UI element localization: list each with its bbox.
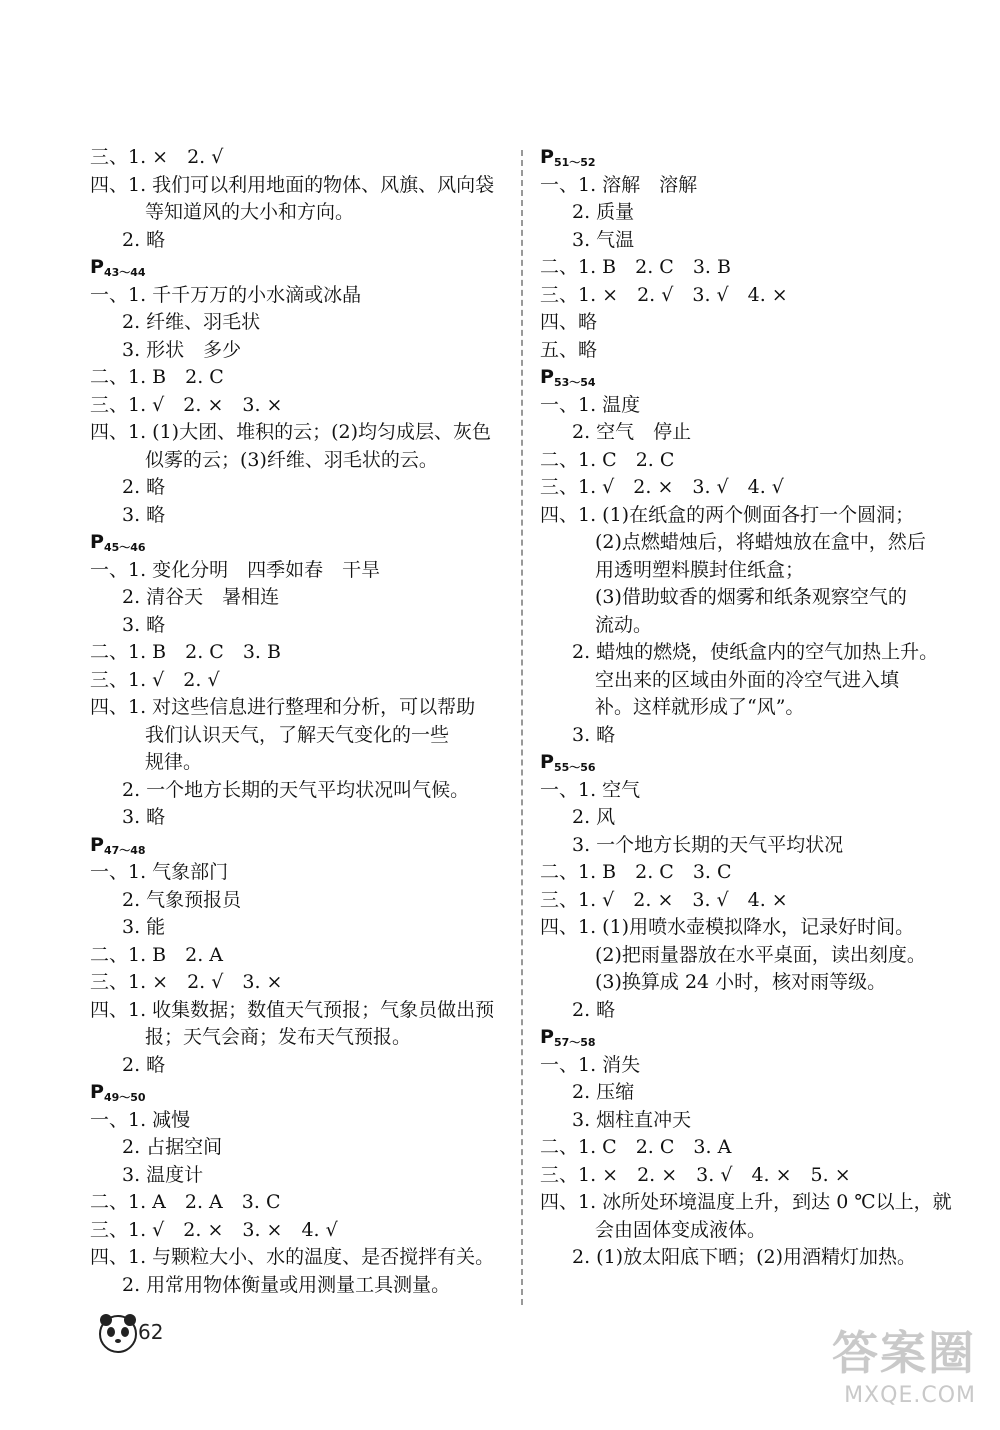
answer-line: 一、1. 空气 <box>540 778 641 801</box>
answer-line: 似雾的云；(3)纤维、羽毛状的云。 <box>145 448 438 471</box>
answer-line: 四、1. 我们可以利用地面的物体、风旗、风向袋 <box>90 173 495 196</box>
answer-line: 3. 烟柱直冲天 <box>572 1108 692 1131</box>
answer-line: 四、1. (1)在纸盒的两个侧面各打一个圆洞； <box>540 503 915 526</box>
answer-line: 四、1. (1)用喷水壶模拟降水，记录好时间。 <box>540 916 915 938</box>
answer-line: 一、1. 变化分明 四季如春 干旱 <box>90 558 381 581</box>
watermark-text: 答案圈 <box>832 1326 976 1380</box>
answer-line: 一、1. 减慢 <box>90 1108 191 1131</box>
answer-line: 3. 能 <box>122 916 166 938</box>
answer-column-left <box>90 144 510 1299</box>
answer-line: 四、1. 对这些信息进行整理和分析，可以帮助 <box>90 696 476 718</box>
page-range-letter: P <box>540 146 554 168</box>
answer-line: 三、1. √ 2. × 3. × 4. √ <box>90 1218 338 1241</box>
answer-line: 一、1. 溶解 溶解 <box>540 173 698 196</box>
answer-line: 用透明塑料膜封住纸盒； <box>595 558 805 581</box>
page-range-numbers: 45～46 <box>103 541 146 554</box>
answer-line: 空出来的区域由外面的冷空气进入填 <box>595 668 900 691</box>
answer-line: 3. 气温 <box>572 228 635 251</box>
answer-line: 五、略 <box>540 338 598 361</box>
panda-mascot-icon <box>96 1312 140 1356</box>
answer-line: 2. 蜡烛的燃烧，使纸盒内的空气加热上升。 <box>572 641 939 663</box>
answer-line: 三、1. × 2. √ 3. × <box>90 971 283 993</box>
answer-line: 等知道风的大小和方向。 <box>145 201 355 223</box>
page-range-letter: P <box>540 366 554 388</box>
page-range-letter: P <box>90 531 104 553</box>
answer-line: 2. 略 <box>572 998 616 1021</box>
page-range-numbers: 51～52 <box>553 156 596 169</box>
answer-line: 报；天气会商；发布天气预报。 <box>145 1026 412 1048</box>
page-range-letter: P <box>540 751 554 773</box>
page-range-letter: P <box>90 256 104 278</box>
page-range-header <box>540 749 960 777</box>
answer-line: 3. 略 <box>122 806 166 828</box>
answer-line: 一、1. 温度 <box>540 393 641 416</box>
answer-line: 二、1. B 2. C 3. C <box>540 861 732 883</box>
answer-line: (2)点燃蜡烛后，将蜡烛放在盒中，然后 <box>595 531 926 553</box>
answer-line: 我们认识天气，了解天气变化的一些 <box>145 723 450 746</box>
answer-line: 2. 略 <box>122 1053 166 1076</box>
page-range-numbers: 57～58 <box>553 1036 596 1049</box>
answer-line: 2. 质量 <box>572 201 635 223</box>
page-range-numbers: 43～44 <box>103 266 146 279</box>
answer-line: 三、1. × 2. √ 3. √ 4. × <box>540 283 788 306</box>
answer-line: 2. 清谷天 暑相连 <box>122 586 280 608</box>
page-range-header <box>540 1024 960 1052</box>
answer-line: 2. (1)放太阳底下晒；(2)用酒精灯加热。 <box>572 1246 916 1268</box>
answer-line: 三、1. √ 2. × 3. √ 4. × <box>540 888 788 911</box>
page-number: 62 <box>138 1320 164 1344</box>
answer-line: 四、1. (1)大团、堆积的云；(2)均匀成层、灰色 <box>90 421 491 443</box>
answer-line: 3. 温度计 <box>122 1163 204 1186</box>
watermark <box>832 1317 976 1408</box>
answer-line: 四、1. 冰所处环境温度上升，到达 0 ℃以上，就 <box>540 1191 952 1213</box>
answer-line: 四、略 <box>540 311 598 333</box>
answer-line: (3)借助蚊香的烟雾和纸条观察空气的 <box>595 586 907 608</box>
answer-line: 2. 压缩 <box>572 1081 635 1103</box>
answer-line: 二、1. C 2. C 3. A <box>540 1136 732 1158</box>
answer-line: 四、1. 收集数据；数值天气预报；气象员做出预 <box>90 998 495 1021</box>
answer-line: 一、1. 气象部门 <box>90 861 229 883</box>
answer-line: 2. 用常用物体衡量或用测量工具测量。 <box>122 1273 451 1296</box>
page-range-numbers: 55～56 <box>553 761 596 774</box>
page-range-header <box>90 1079 510 1107</box>
page-range-numbers: 49～50 <box>103 1091 146 1104</box>
answer-line: 2. 风 <box>572 806 616 828</box>
page-range-numbers: 53～54 <box>553 376 596 389</box>
answer-line: 三、1. √ 2. √ <box>90 668 220 691</box>
answer-line: 二、1. C 2. C <box>540 448 675 471</box>
answer-line: (3)换算成 24 小时，核对雨等级。 <box>595 971 887 993</box>
page-range-letter: P <box>90 1081 104 1103</box>
page-range-header <box>540 144 960 172</box>
answer-line: 2. 空气 停止 <box>572 421 692 443</box>
answer-line: 二、1. B 2. C <box>90 366 224 388</box>
answer-line: 规律。 <box>145 751 203 773</box>
answer-line: 三、1. √ 2. × 3. √ 4. √ <box>540 476 784 498</box>
answer-line: 二、1. B 2. A <box>90 943 224 966</box>
page-range-numbers: 47～48 <box>103 843 146 857</box>
answer-line: (2)把雨量器放在水平桌面，读出刻度。 <box>595 943 926 966</box>
answer-line: 2. 占据空间 <box>122 1136 223 1158</box>
answer-line: 二、1. B 2. C 3. B <box>90 641 281 663</box>
answer-line: 三、1. × 2. √ <box>90 146 224 168</box>
answer-line: 三、1. × 2. × 3. √ 4. × 5. × <box>540 1163 851 1186</box>
answer-line: 流动。 <box>595 613 653 636</box>
answer-line: 三、1. √ 2. × 3. × <box>90 393 283 416</box>
page-range-header <box>540 364 960 392</box>
answer-line: 2. 略 <box>122 476 166 498</box>
answer-line: 会由固体变成液体。 <box>595 1218 767 1241</box>
answer-line: 2. 略 <box>122 228 166 251</box>
answer-line: 3. 略 <box>122 503 166 526</box>
page-range-header <box>90 254 510 282</box>
page-range-letter: P <box>90 833 104 856</box>
answer-line: 一、1. 千千万万的小水滴或冰晶 <box>90 283 362 306</box>
answer-line: 2. 一个地方长期的天气平均状况叫气候。 <box>122 778 470 801</box>
answer-column-right <box>540 144 960 1272</box>
answer-line: 补。这样就形成了“风”。 <box>595 696 805 718</box>
page-range-header <box>90 529 510 557</box>
column-divider <box>521 150 523 1305</box>
answer-line: 3. 形状 多少 <box>122 338 242 361</box>
answer-line: 3. 一个地方长期的天气平均状况 <box>572 833 844 856</box>
answer-line: 二、1. A 2. A 3. C <box>90 1191 281 1213</box>
answer-line: 3. 略 <box>572 723 616 746</box>
answer-line: 3. 略 <box>122 613 166 636</box>
answer-line: 四、1. 与颗粒大小、水的温度、是否搅拌有关。 <box>90 1246 495 1268</box>
page-range-header <box>90 832 510 860</box>
answer-line: 2. 纤维、羽毛状 <box>122 311 261 333</box>
answer-line: 2. 气象预报员 <box>122 888 242 911</box>
answer-line: 二、1. B 2. C 3. B <box>540 256 731 278</box>
answer-line: 一、1. 消失 <box>540 1053 641 1076</box>
page-range-letter: P <box>540 1026 554 1048</box>
watermark-url: MXQE.COM <box>844 1383 976 1408</box>
